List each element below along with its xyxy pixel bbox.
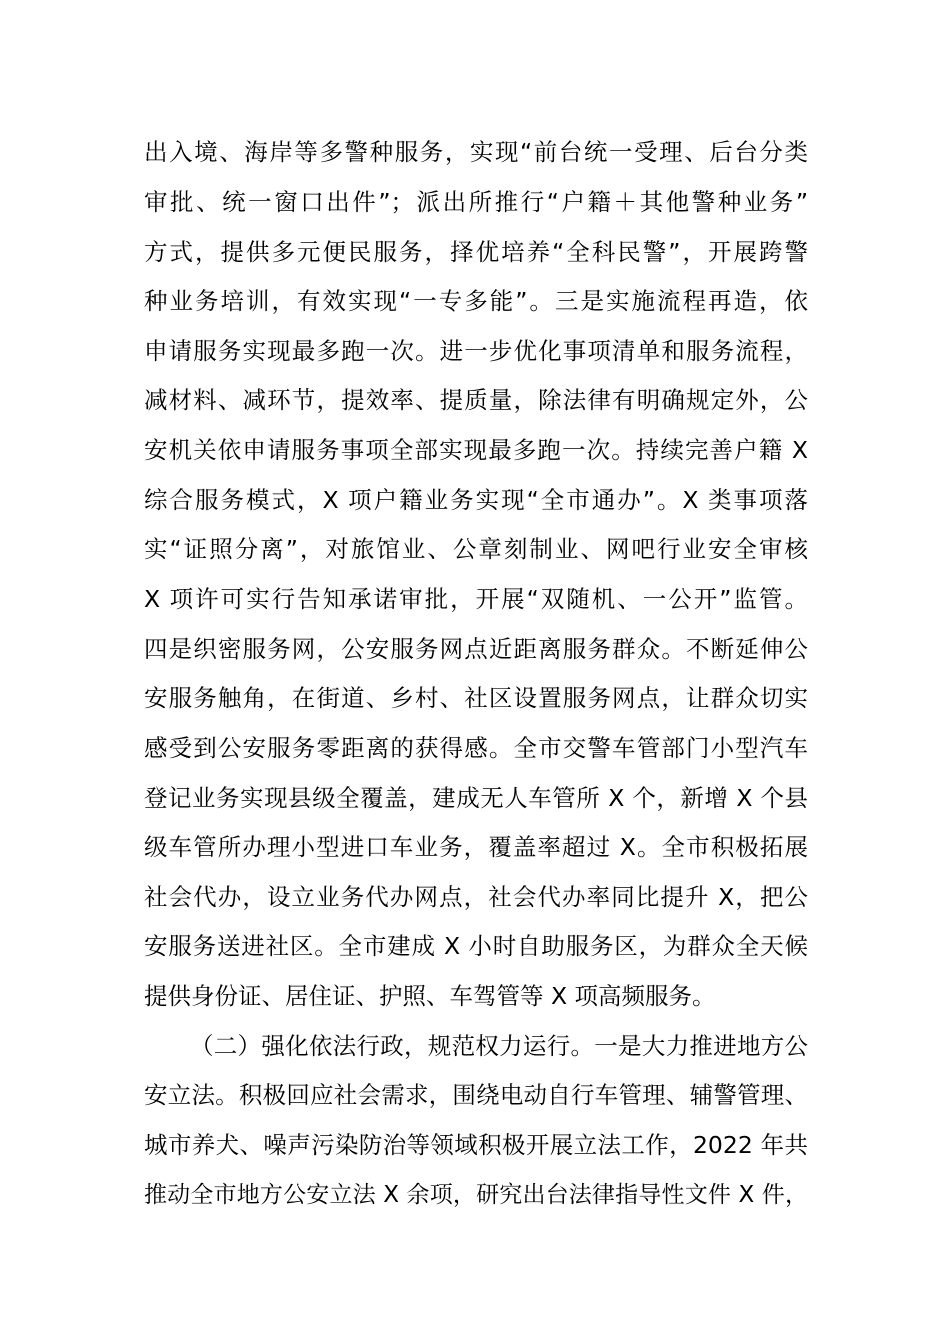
text-line: 实“证照分离”，对旅馆业、公章刻制业、网吧行业安全审核 <box>144 535 808 563</box>
text-line: 审批、统一窗口出件”；派出所推行“户籍＋其他警种业务” <box>144 188 808 216</box>
text-line: 提供身份证、居住证、护照、车驾管等 X 项高频服务。 <box>144 982 716 1010</box>
text-line: 级车管所办理小型进口车业务，覆盖率超过 X。全市积极拓展 <box>144 833 808 861</box>
text-line: X 项许可实行告知承诺审批，开展“双随机、一公开”监管。 <box>144 585 808 613</box>
text-line: 种业务培训，有效实现“一专多能”。三是实施流程再造，依 <box>144 287 808 315</box>
text-line: 安服务触角，在街道、乡村、社区设置服务网点，让群众切实 <box>144 684 808 712</box>
text-line: 方式，提供多元便民服务，择优培养“全科民警”，开展跨警 <box>144 238 808 266</box>
text-line: 城市养犬、噪声污染防治等领域积极开展立法工作，2022 年共 <box>144 1131 808 1159</box>
text-line: 安立法。积极回应社会需求，围绕电动自行车管理、辅警管理、 <box>144 1081 808 1109</box>
text-line: 综合服务模式，X 项户籍业务实现“全市通办”。X 类事项落 <box>144 486 808 514</box>
text-line: 减材料、减环节，提效率、提质量，除法律有明确规定外，公 <box>144 386 808 414</box>
text-line: 四是织密服务网，公安服务网点近距离服务群众。不断延伸公 <box>144 635 808 663</box>
text-line: 推动全市地方公安立法 X 余项，研究出台法律指导性文件 X 件， <box>144 1182 808 1208</box>
text-line: 出入境、海岸等多警种服务，实现“前台统一受理、后台分类 <box>144 138 808 166</box>
text-line: 社会代办，设立业务代办网点，社会代办率同比提升 X，把公 <box>144 883 808 911</box>
text-line: （二）强化依法行政，规范权力运行。一是大力推进地方公 <box>190 1032 808 1060</box>
text-line: 感受到公安服务零距离的获得感。全市交警车管部门小型汽车 <box>144 734 808 762</box>
text-line: 申请服务实现最多跑一次。进一步优化事项清单和服务流程， <box>144 337 808 365</box>
text-line: 安服务送进社区。全市建成 X 小时自助服务区，为群众全天候 <box>144 932 808 960</box>
text-line: 安机关依申请服务事项全部实现最多跑一次。持续完善户籍 X <box>144 436 808 464</box>
text-line: 登记业务实现县级全覆盖，建成无人车管所 X 个，新增 X 个县 <box>144 784 808 812</box>
